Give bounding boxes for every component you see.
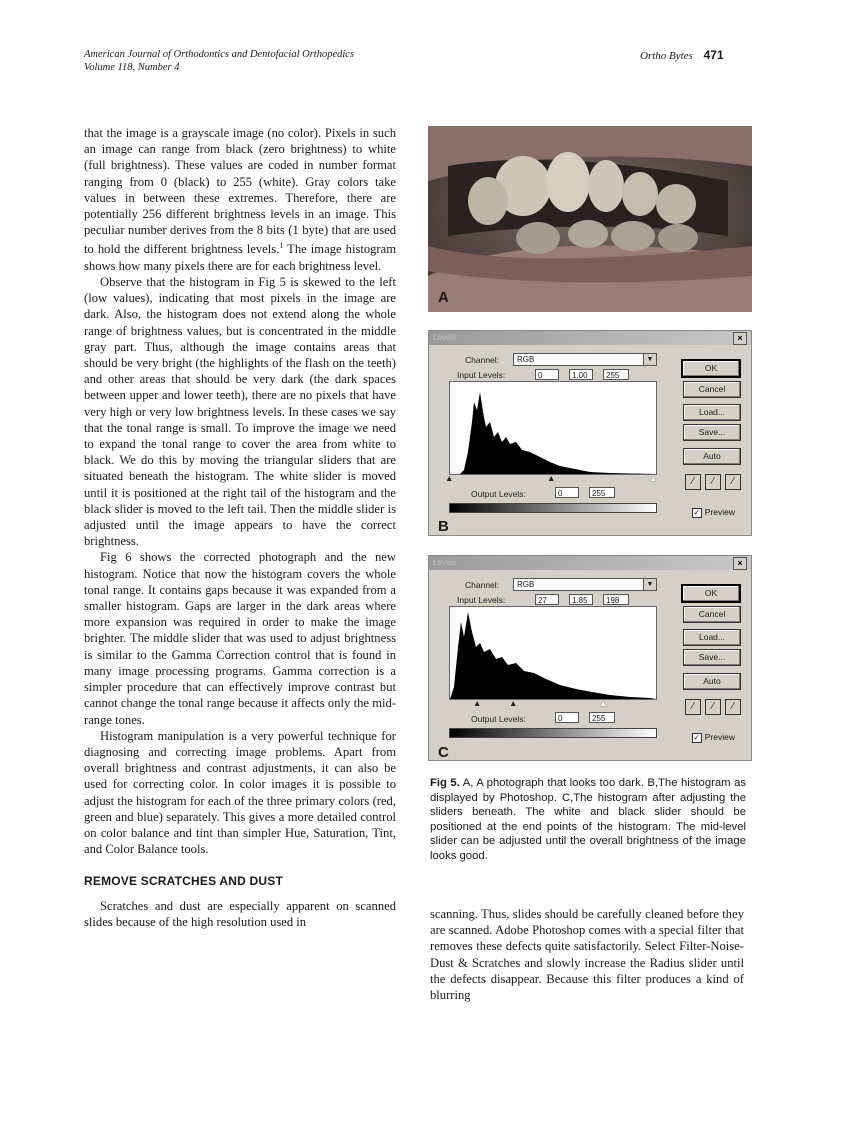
slider-black-c[interactable]: ▲ bbox=[473, 698, 482, 708]
output-level-black[interactable]: 0 bbox=[555, 712, 579, 723]
load-button[interactable]: Load... bbox=[683, 629, 741, 646]
section-heading: REMOVE SCRATCHES AND DUST bbox=[84, 874, 284, 889]
panel-label-c: C bbox=[438, 744, 449, 761]
slider-black-b[interactable]: ▲ bbox=[445, 473, 454, 483]
panel-label-b: B bbox=[438, 518, 449, 535]
running-header-journal bbox=[84, 48, 354, 74]
slider-gamma-c[interactable]: ▲ bbox=[509, 698, 518, 708]
channel-label: Channel: bbox=[465, 355, 500, 365]
input-level-white[interactable]: 198 bbox=[603, 594, 629, 605]
preview-checkbox[interactable]: ✓ Preview bbox=[693, 732, 735, 742]
channel-select[interactable]: RGB ▼ bbox=[513, 353, 657, 366]
output-gradient bbox=[449, 728, 657, 738]
figure-caption bbox=[430, 776, 746, 864]
input-levels-label: Input Levels: bbox=[457, 595, 506, 605]
dialog-titlebar: Levels × bbox=[429, 556, 751, 570]
black-eyedropper-icon[interactable]: ⁄ bbox=[685, 474, 701, 490]
paragraph-3: Fig 6 shows the corrected photograph and the new histogram. Notice that now the histogram covers the whole tonal range. It contains gaps because it was expanded from a smaller histogram. Gaps are larger in the dark areas where more expansion was required in order to make the image brighter. The middle slider that was used to adjust brightness is similar to the Gamma Correction control that is found in many image processing programs. Gamma correction is a simpler procedure that can effectively improve contrast but cannot change the tonal range because it affects only the mid-range tones. bbox=[84, 550, 396, 727]
right-paragraph-1: scanning. Thus, slides should be carefully cleaned before they are scanned. Adobe Photoshop comes with a special filter that removes these defects quite satisfactorily. Select Filter-Noise-Dust & Scratches and slowly increase the Radius slider until the defects disappear. Because this filter produces a kind of blurring bbox=[430, 907, 744, 1003]
output-levels-label: Output Levels: bbox=[471, 489, 526, 499]
reference-superscript: 1 bbox=[279, 241, 284, 251]
auto-button[interactable]: Auto bbox=[683, 448, 741, 465]
running-header-section bbox=[640, 48, 724, 62]
journal-title: American Journal of Orthodontics and Dentofacial Orthopedics bbox=[84, 49, 355, 60]
section-name: Ortho Bytes bbox=[640, 50, 693, 62]
ok-button[interactable]: OK bbox=[681, 584, 741, 603]
output-level-white[interactable]: 255 bbox=[589, 712, 615, 723]
save-button[interactable]: Save... bbox=[683, 649, 741, 666]
input-level-white[interactable]: 255 bbox=[603, 369, 629, 380]
paragraph-1: that the image is a grayscale image (no color). Pixels in such an image can range from black (zero brightness) to white (full brightness). These values are coded in number format ranging from 0 (black) to 255 (white). Gray colors take values in between these extremes. Therefore, there are potentially 256 different brightness levels in an image. This peculiar number derives from the 8 bits (1 byte) that are used to hold the different brightness levels.$^1$ The image histogram shows how many pixels there are for each brightness level. bbox=[84, 126, 397, 273]
input-level-black[interactable]: 27 bbox=[535, 594, 559, 605]
slider-white-b[interactable]: ▲ bbox=[649, 473, 658, 483]
paragraph-4: Histogram manipulation is a very powerful technique for diagnosing and correcting image problems. Apart from overall brightness and contrast adjustments, it can also be used for correcting color. In color images it is possible to adjust the histogram for each of the three primary colors (red, green and blue) separately. This gives a more detailed control on color balance and tint than simpler Hue, Saturation, Tint, and Color Balance tools. bbox=[84, 728, 396, 857]
levels-dialog-b bbox=[428, 330, 752, 536]
slider-gamma-b[interactable]: ▲ bbox=[547, 473, 556, 483]
output-levels-label: Output Levels: bbox=[471, 714, 526, 724]
cancel-button[interactable]: Cancel bbox=[683, 381, 741, 398]
panel-label-a: A bbox=[438, 289, 449, 306]
black-eyedropper-icon[interactable]: ⁄ bbox=[685, 699, 701, 715]
output-level-black[interactable]: 0 bbox=[555, 487, 579, 498]
histogram-b bbox=[449, 381, 657, 475]
gray-eyedropper-icon[interactable]: ⁄ bbox=[705, 474, 721, 490]
white-eyedropper-icon[interactable]: ⁄ bbox=[725, 699, 741, 715]
page-number: 471 bbox=[703, 48, 724, 62]
ok-button[interactable]: OK bbox=[681, 359, 741, 378]
load-button[interactable]: Load... bbox=[683, 404, 741, 421]
journal-volume: Volume 118, Number 4 bbox=[84, 62, 180, 73]
white-eyedropper-icon[interactable]: ⁄ bbox=[725, 474, 741, 490]
input-level-black[interactable]: 0 bbox=[535, 369, 559, 380]
input-level-gamma[interactable]: 1.00 bbox=[569, 369, 593, 380]
chevron-down-icon: ▼ bbox=[643, 579, 656, 590]
caption-text: A, A photograph that looks too dark. B,The histogram as displayed by Photoshop. C,The histogram after adjusting the sliders beneath. The white and black slider should be positioned at the end points of the histogram. The mid-level slider can be adjusted until the overall brightness of the image looks good. bbox=[430, 777, 747, 862]
save-button[interactable]: Save... bbox=[683, 424, 741, 441]
output-level-white[interactable]: 255 bbox=[589, 487, 615, 498]
checkbox-checked-icon: ✓ bbox=[693, 507, 701, 517]
dialog-titlebar: Levels × bbox=[429, 331, 751, 345]
preview-checkbox[interactable]: ✓ Preview bbox=[693, 507, 735, 517]
caption-prefix: Fig 5. bbox=[430, 777, 460, 789]
input-level-gamma[interactable]: 1.85 bbox=[569, 594, 593, 605]
paragraph-5: Scratches and dust are especially apparent on scanned slides because of the high resolution used in bbox=[84, 898, 396, 929]
slider-white-c[interactable]: ▲ bbox=[599, 698, 608, 708]
cancel-button[interactable]: Cancel bbox=[683, 606, 741, 623]
figure-photo-teeth bbox=[428, 126, 752, 312]
channel-label: Channel: bbox=[465, 580, 500, 590]
left-column bbox=[84, 125, 396, 930]
levels-dialog-c bbox=[428, 555, 752, 761]
chevron-down-icon: ▼ bbox=[643, 354, 656, 365]
right-column bbox=[430, 906, 744, 1003]
close-icon[interactable]: × bbox=[733, 557, 747, 570]
paragraph-2: Observe that the histogram in Fig 5 is skewed to the left (low values), indicating that most pixels in the image are dark. Also, the histogram does not extend along the whole range of brightness values, but is concentrated in the middle gray part. Thus, although the image contains areas that should be very bright (the highlights of the flash on the teeth) and other areas that should be very dark (the dark spaces between upper and lower teeth), there are no pixels that have very high or very low brightness levels. In these cases we say that the tonal range is small. To improve the image we need to expand the tonal range to cover the area from white to black. We do this by moving the triangular sliders that are situated beneath the histogram. The white slider is moved until it is positioned at the right tail of the histogram and the black slider is moved to the left tail. Then the middle slider is adjusted until the image appears to have the correct brightness. bbox=[84, 275, 396, 549]
channel-select[interactable]: RGB ▼ bbox=[513, 578, 657, 591]
histogram-c bbox=[449, 606, 657, 700]
output-gradient bbox=[449, 503, 657, 513]
input-levels-label: Input Levels: bbox=[457, 370, 506, 380]
checkbox-checked-icon: ✓ bbox=[693, 732, 701, 742]
auto-button[interactable]: Auto bbox=[683, 673, 741, 690]
gray-eyedropper-icon[interactable]: ⁄ bbox=[705, 699, 721, 715]
close-icon[interactable]: × bbox=[733, 332, 747, 345]
